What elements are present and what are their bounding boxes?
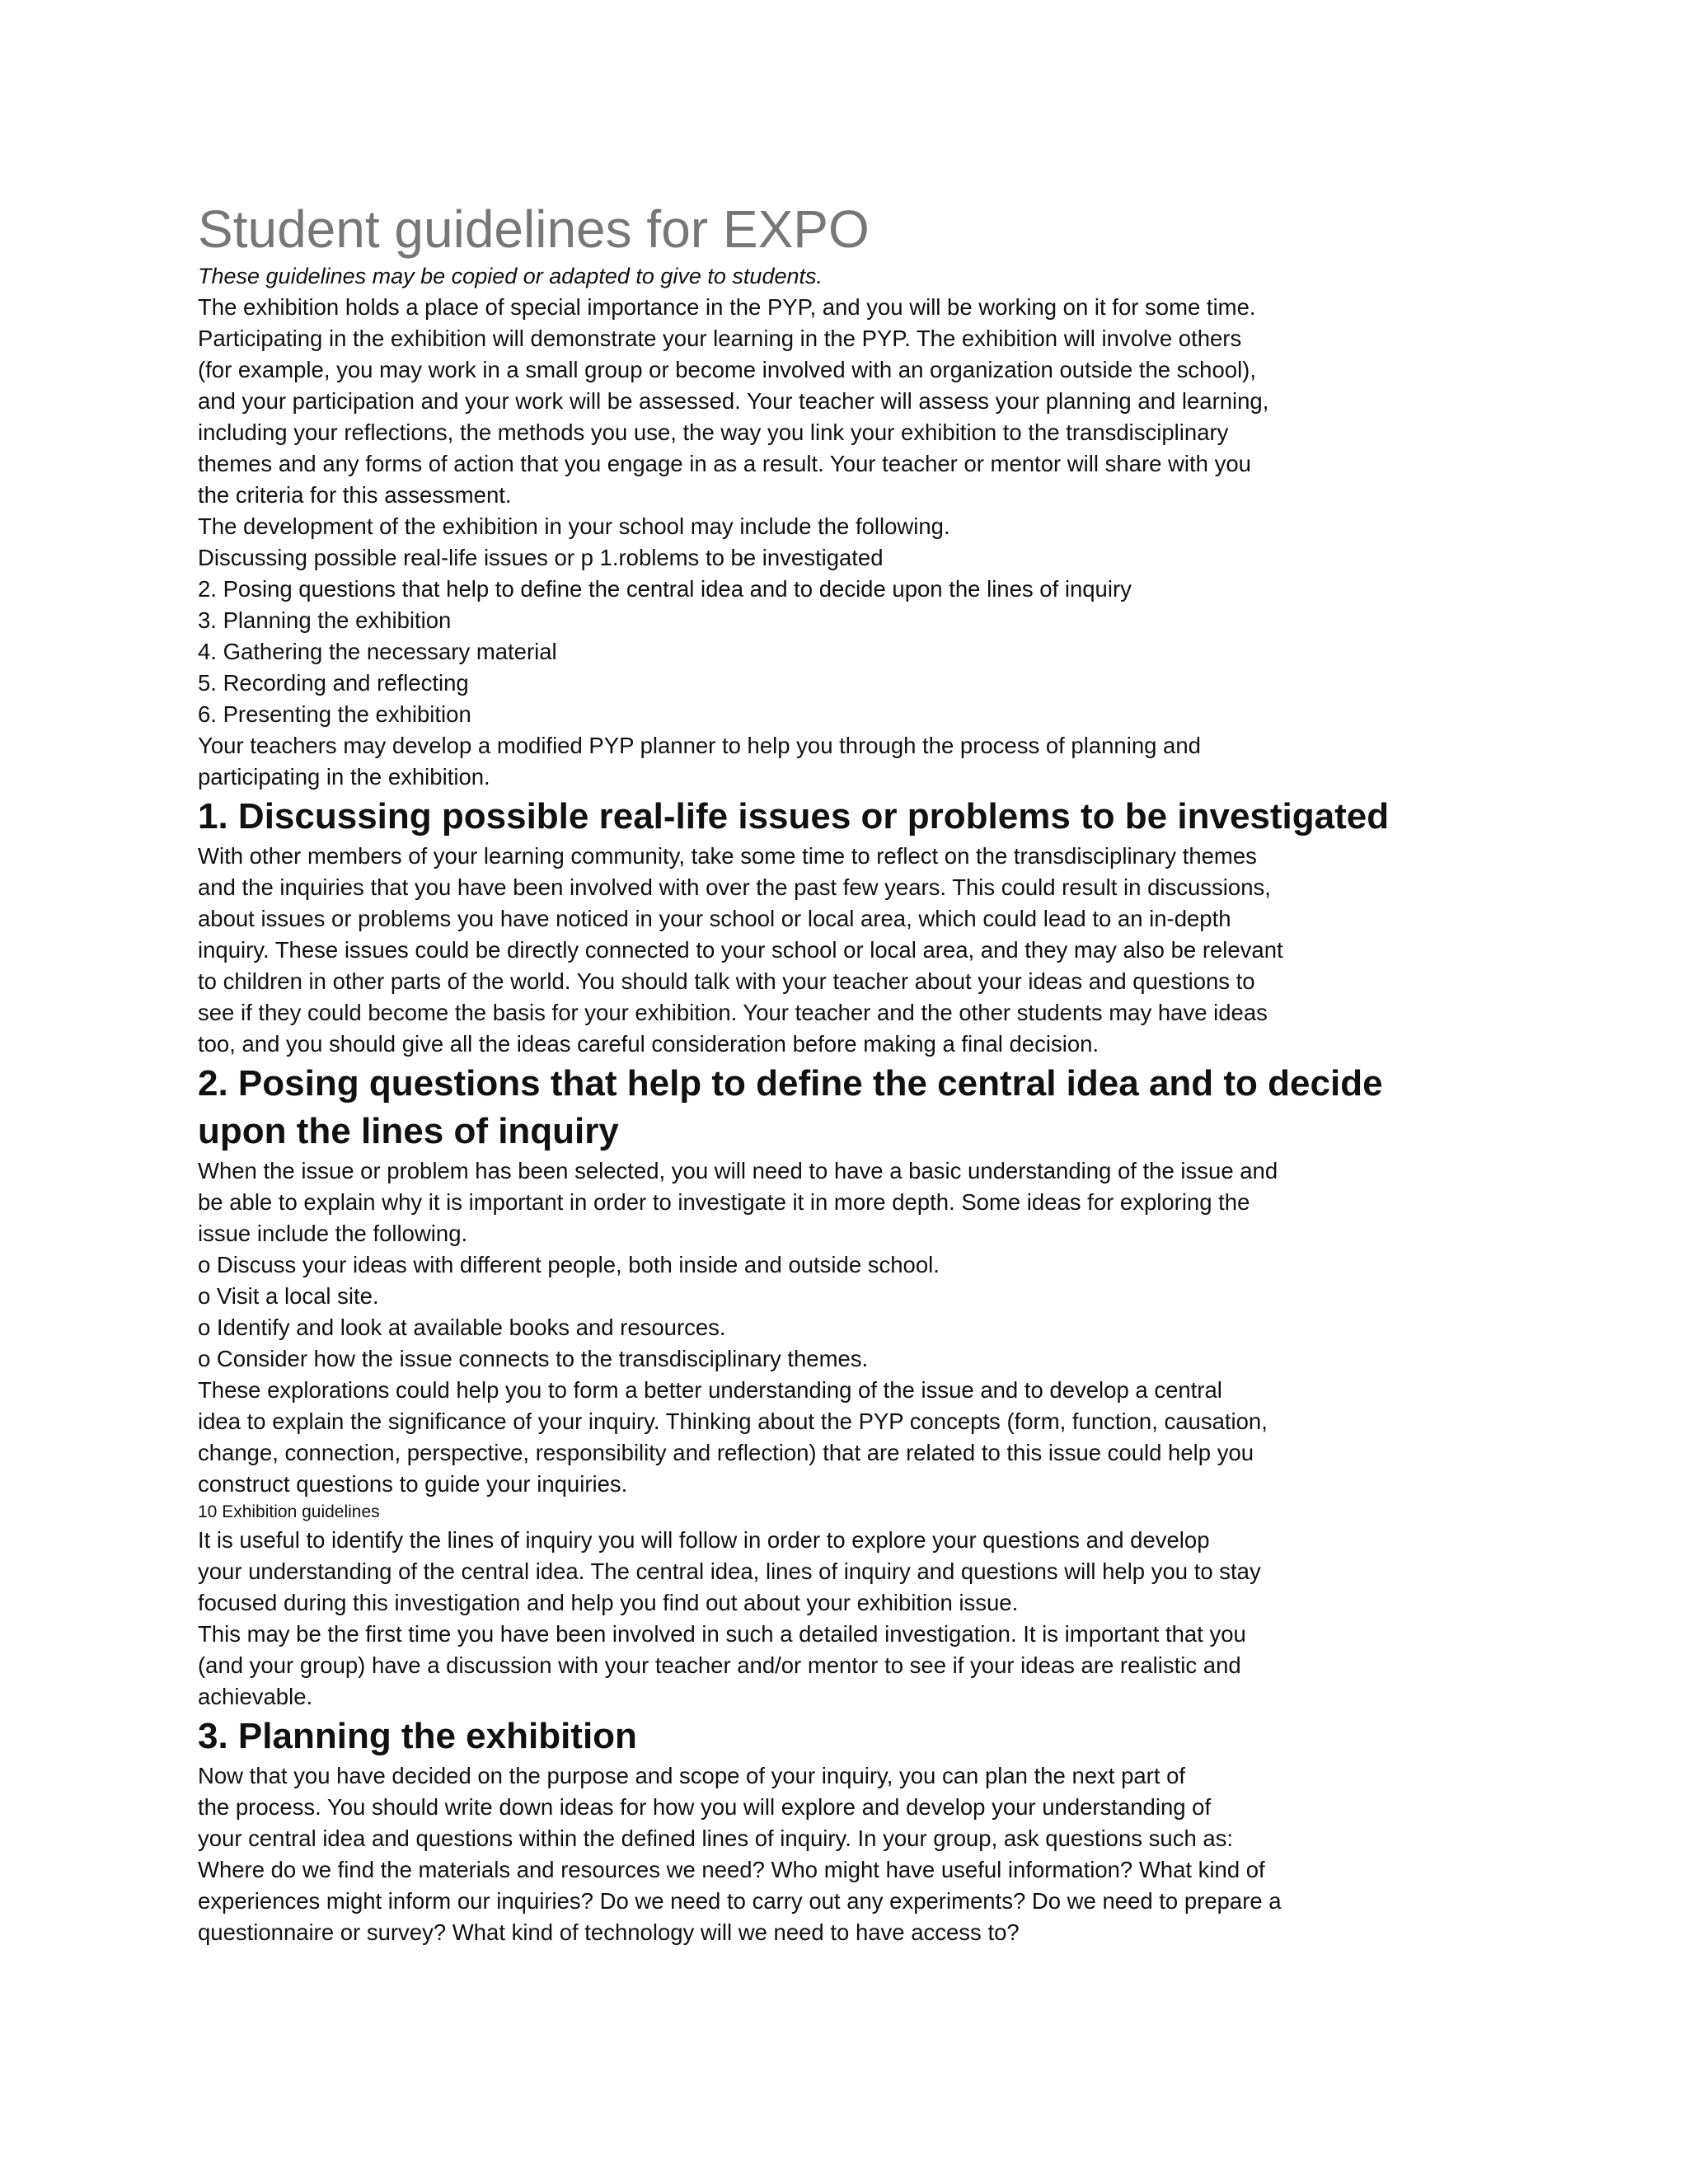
intro-line: including your reflections, the methods you use, the way you link your exhibition to the transdisciplinary: [198, 419, 1229, 445]
list-item: 3. Planning the exhibition: [198, 607, 452, 633]
section-3-line: experiences might inform our inquiries? Do we need to carry out any experiments? Do we need to prepare a: [198, 1888, 1282, 1914]
section-2-line: idea to explain the significance of your inquiry. Thinking about the PYP concepts (form, function, causation,: [198, 1408, 1268, 1434]
section-2-line: achievable.: [198, 1684, 313, 1709]
section-2-heading: [198, 1060, 1385, 1155]
section-2-line: construct questions to guide your inquiries.: [198, 1471, 628, 1497]
intro-line: Participating in the exhibition will demonstrate your learning in the PYP. The exhibition will involve others: [198, 326, 1242, 351]
bullet-item: o Identify and look at available books and resources.: [198, 1315, 726, 1340]
bullet-item: o Discuss your ideas with different people, both inside and outside school.: [198, 1252, 940, 1277]
section-3-line: Now that you have decided on the purpose and scope of your inquiry, you can plan the next part of: [198, 1763, 1186, 1788]
intro-line: the criteria for this assessment.: [198, 482, 512, 508]
section-1-line: about issues or problems you have noticed in your school or local area, which could lead to an in-depth: [198, 906, 1231, 931]
list-item: 2. Posing questions that help to define the central idea and to decide upon the lines of inquiry: [198, 576, 1132, 602]
section-2-line: your understanding of the central idea. The central idea, lines of inquiry and questions will help you to stay: [198, 1558, 1261, 1584]
section-1-heading: 1. Discussing possible real-life issues or problems to be investigated: [198, 796, 1390, 837]
section-2-line: be able to explain why it is important in order to investigate it in more depth. Some ideas for exploring the: [198, 1189, 1250, 1215]
intro-line: Your teachers may develop a modified PYP planner to help you through the process of planning and: [198, 733, 1201, 758]
section-2-line: (and your group) have a discussion with your teacher and/or mentor to see if your ideas are realistic and: [198, 1652, 1241, 1678]
section-2-heading-line-2: upon the lines of inquiry: [198, 1111, 619, 1151]
section-3-line: questionnaire or survey? What kind of technology will we need to have access to?: [198, 1919, 1020, 1945]
section-2-heading-line-1: 2. Posing questions that help to define the central idea and to decide: [198, 1063, 1383, 1104]
section-2-line: This may be the first time you have been involved in such a detailed investigation. It is important that you: [198, 1621, 1246, 1647]
list-item: 6. Presenting the exhibition: [198, 701, 471, 727]
page-footer-note: 10 Exhibition guidelines: [198, 1502, 380, 1521]
list-item: Discussing possible real-life issues or p 1.roblems to be investigated: [198, 545, 884, 570]
section-3-line: the process. You should write down ideas for how you will explore and develop your understanding of: [198, 1794, 1212, 1820]
section-1-line: see if they could become the basis for your exhibition. Your teacher and the other students may have ideas: [198, 1000, 1268, 1025]
section-2-line: When the issue or problem has been selected, you will need to have a basic understanding of the issue and: [198, 1158, 1278, 1183]
section-3-line: Where do we find the materials and resources we need? Who might have useful information? What kind of: [198, 1857, 1265, 1882]
section-1-line: to children in other parts of the world. You should talk with your teacher about your ideas and questions to: [198, 968, 1255, 994]
section-2-line: It is useful to identify the lines of inquiry you will follow in order to explore your questions and develop: [198, 1527, 1210, 1553]
intro-line: The exhibition holds a place of special importance in the PYP, and you will be working on it for some time.: [198, 294, 1256, 320]
section-3-line: your central idea and questions within the defined lines of inquiry. In your group, ask questions such as:: [198, 1825, 1234, 1851]
bullet-item: o Consider how the issue connects to the transdisciplinary themes.: [198, 1346, 869, 1371]
section-1: [198, 793, 1390, 1060]
list-item: 5. Recording and reflecting: [198, 670, 469, 696]
document-page: [198, 198, 1390, 1948]
section-2: [198, 1060, 1385, 1713]
section-2-line: focused during this investigation and help you find out about your exhibition issue.: [198, 1590, 1019, 1615]
list-item: 4. Gathering the necessary material: [198, 639, 557, 664]
section-1-line: too, and you should give all the ideas careful consideration before making a final decision.: [198, 1031, 1100, 1057]
intro-line: themes and any forms of action that you engage in as a result. Your teacher or mentor will share with you: [198, 451, 1251, 476]
intro-block: [198, 292, 1385, 793]
page-subtitle: These guidelines may be copied or adapted to give to students.: [198, 264, 823, 288]
page-title: Student guidelines for EXPO: [198, 199, 870, 259]
section-3-heading: 3. Planning the exhibition: [198, 1716, 637, 1756]
section-1-line: and the inquiries that you have been involved with over the past few years. This could result in discussions,: [198, 874, 1271, 900]
section-3: [198, 1713, 1385, 1948]
section-1-line: inquiry. These issues could be directly connected to your school or local area, and they may also be relevant: [198, 937, 1283, 963]
section-1-line: With other members of your learning community, take some time to reflect on the transdisciplinary themes: [198, 843, 1257, 869]
section-2-line: change, connection, perspective, responsibility and reflection) that are related to this issue could help you: [198, 1440, 1254, 1465]
bullet-item: o Visit a local site.: [198, 1283, 379, 1309]
intro-line: and your participation and your work will be assessed. Your teacher will assess your planning and learning,: [198, 388, 1269, 414]
intro-line: participating in the exhibition.: [198, 764, 490, 790]
intro-line: (for example, you may work in a small group or become involved with an organization outside the school),: [198, 357, 1256, 382]
section-2-line: These explorations could help you to form a better understanding of the issue and to develop a central: [198, 1377, 1222, 1403]
section-2-line: issue include the following.: [198, 1221, 468, 1246]
intro-line: The development of the exhibition in your school may include the following.: [198, 513, 950, 539]
